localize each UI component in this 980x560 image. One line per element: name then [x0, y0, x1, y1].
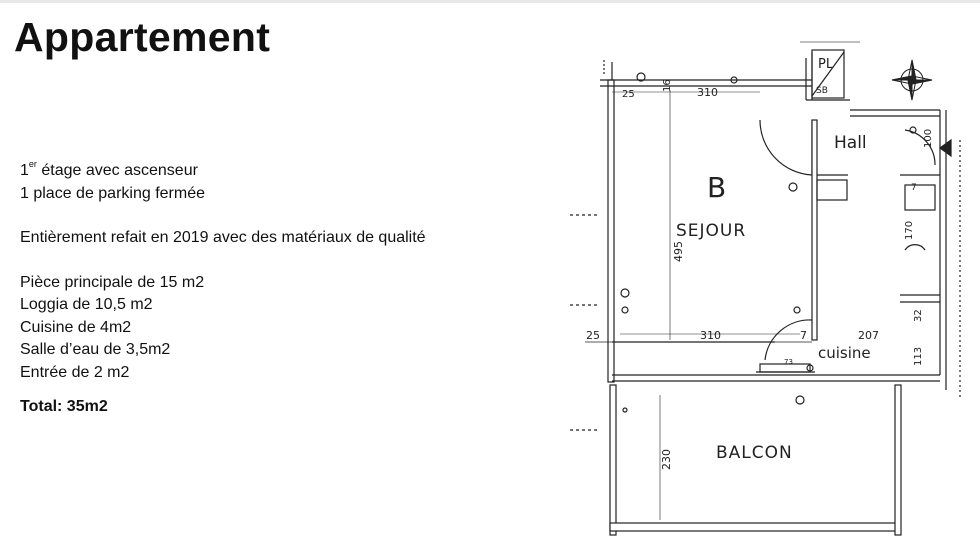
page-title: Appartement: [14, 14, 271, 60]
dim-16: 16: [662, 79, 673, 92]
compass-icon: [892, 60, 932, 100]
dim-230: 230: [660, 449, 673, 470]
label-hall: Hall: [834, 133, 867, 153]
dim-25-mid: 25: [586, 329, 600, 342]
label-pl: PL: [818, 57, 834, 72]
room-line: Loggia de 10,5 m2: [20, 296, 153, 313]
room-line: Cuisine de 4m2: [20, 318, 132, 336]
renovation-line: Entièrement refait en 2019 avec des matériaux de qualité: [20, 229, 426, 246]
door-arc: [760, 120, 812, 175]
balcony-wall-west: [610, 385, 616, 535]
dim-495: 495: [672, 241, 685, 262]
floor-plan: [565, 35, 980, 560]
room-line: Entrée de 2 m2: [20, 363, 130, 381]
apartment-info: [20, 160, 426, 419]
floor-line: [20, 160, 426, 183]
parking-line: 1 place de parking fermée: [20, 184, 205, 202]
dim-310-mid: 310: [700, 329, 721, 342]
label-b: B: [707, 171, 727, 204]
dim-32: 32: [913, 309, 924, 322]
label-cuisine: cuisine: [818, 344, 871, 362]
dim-25-top: 25: [622, 89, 635, 100]
balcony-railing: [610, 523, 900, 531]
room-line: Pièce principale de 15 m2: [20, 273, 205, 291]
room-line: Salle d’eau de 3,5m2: [20, 341, 171, 358]
wall-west: [608, 80, 614, 382]
dim-73: 73: [784, 358, 793, 366]
label-balcon: BALCON: [716, 443, 793, 463]
dim-7b: 7: [911, 183, 917, 193]
dim-207: 207: [858, 329, 879, 342]
label-sb: SB: [816, 86, 828, 96]
total-surface: Total: 35m2: [20, 398, 108, 415]
floor-suffix: er: [28, 159, 37, 169]
top-border: [0, 0, 980, 3]
floor-number: 1: [20, 162, 29, 179]
dim-310-top: 310: [697, 86, 718, 99]
dim-100: 100: [923, 128, 934, 148]
dim-113: 113: [913, 346, 924, 366]
floor-text: étage avec ascenseur: [36, 162, 198, 179]
dim-170: 170: [904, 220, 915, 240]
label-sejour: SEJOUR: [676, 221, 747, 241]
balcony-wall-east: [895, 385, 901, 535]
dim-7: 7: [800, 329, 807, 342]
